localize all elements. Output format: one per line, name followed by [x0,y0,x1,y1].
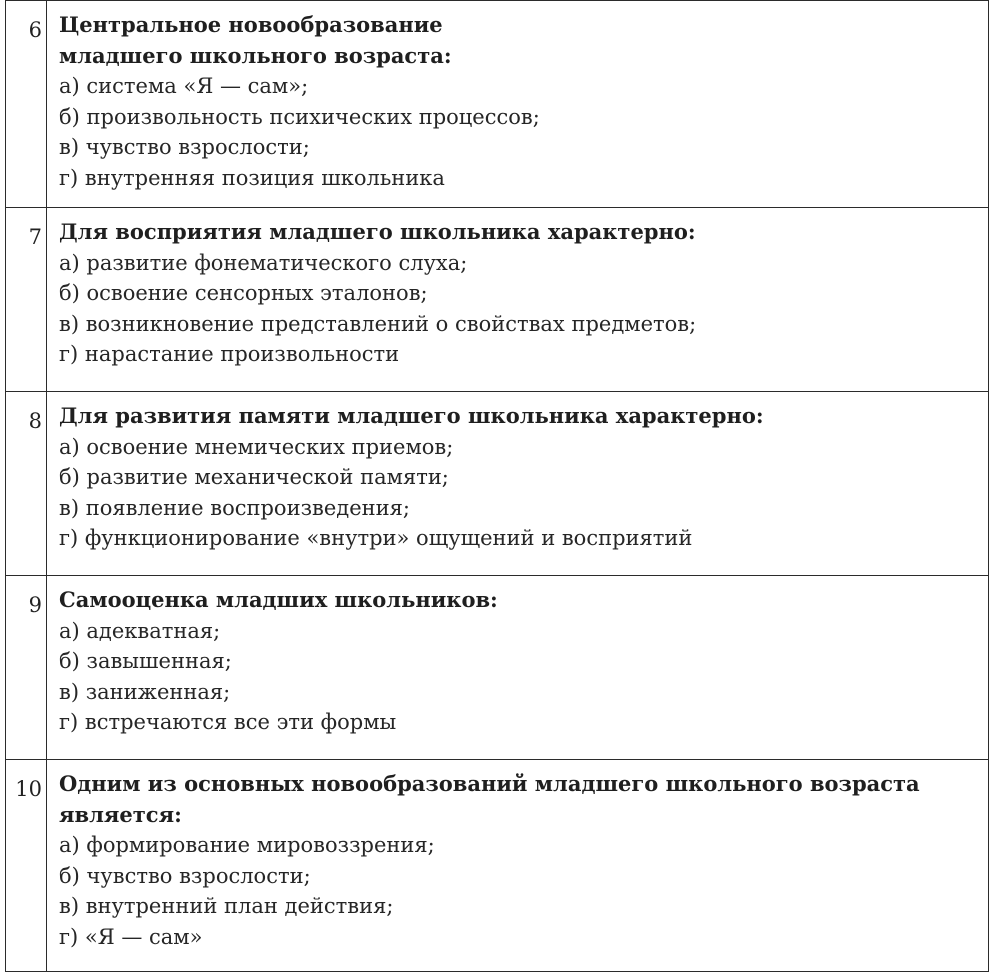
question-cell [47,1,989,208]
question-row-8 [6,392,989,576]
answer-option-c: в) чувство взрослости; [59,135,310,159]
question-text: Центральное новообразование младшего школьного возраста: [59,12,452,68]
question-number: 9 [6,576,47,760]
question-text: Самооценка младших школьников: [59,587,498,612]
question-text: Одним из основных новообразований младшего школьного возраста является: [59,771,920,827]
answer-option-d: г) «Я — сам» [59,924,203,949]
answer-option-c: в) возникновение представлений о свойствах предметов; [59,311,697,336]
question-number: 6 [6,1,47,208]
answer-option-a: а) формирование мировоззрения; [59,833,435,857]
question-cell [47,208,989,392]
question-number: 10 [6,760,47,972]
question-number: 7 [6,208,47,392]
answer-option-c: в) заниженная; [59,679,231,704]
question-cell [47,760,989,972]
question-text: Для восприятия младшего школьника характерно: [59,219,696,244]
answer-option-a: а) развитие фонематического слуха; [59,250,468,275]
question-number: 8 [6,392,47,576]
question-row-6 [6,1,989,208]
answer-option-b: б) освоение сенсорных эталонов; [59,281,428,305]
questions-table [5,0,989,972]
answer-option-d: г) нарастание произвольности [59,342,400,366]
answer-option-d: г) внутренняя позиция школьника [59,165,445,190]
answer-option-b: б) чувство взрослости; [59,863,311,888]
answer-option-d: г) функционирование «внутри» ощущений и восприятий [59,526,693,550]
question-row-10 [6,760,989,972]
answer-option-c: в) внутренний план действия; [59,894,394,918]
question-row-9 [6,576,989,760]
answer-option-b: б) завышенная; [59,649,232,673]
question-text: Для развития памяти младшего школьника характерно: [59,403,764,428]
question-cell [47,392,989,576]
answer-option-c: в) появление воспроизведения; [59,495,410,520]
question-cell [47,576,989,760]
answer-option-a: а) адекватная; [59,618,221,643]
answer-option-a: а) освоение мнемических приемов; [59,434,454,459]
answer-option-d: г) встречаются все эти формы [59,710,397,734]
question-row-7 [6,208,989,392]
answer-option-b: б) произвольность психических процессов; [59,104,540,129]
answer-option-b: б) развитие механической памяти; [59,465,449,489]
answer-option-a: а) система «Я — сам»; [59,74,309,98]
